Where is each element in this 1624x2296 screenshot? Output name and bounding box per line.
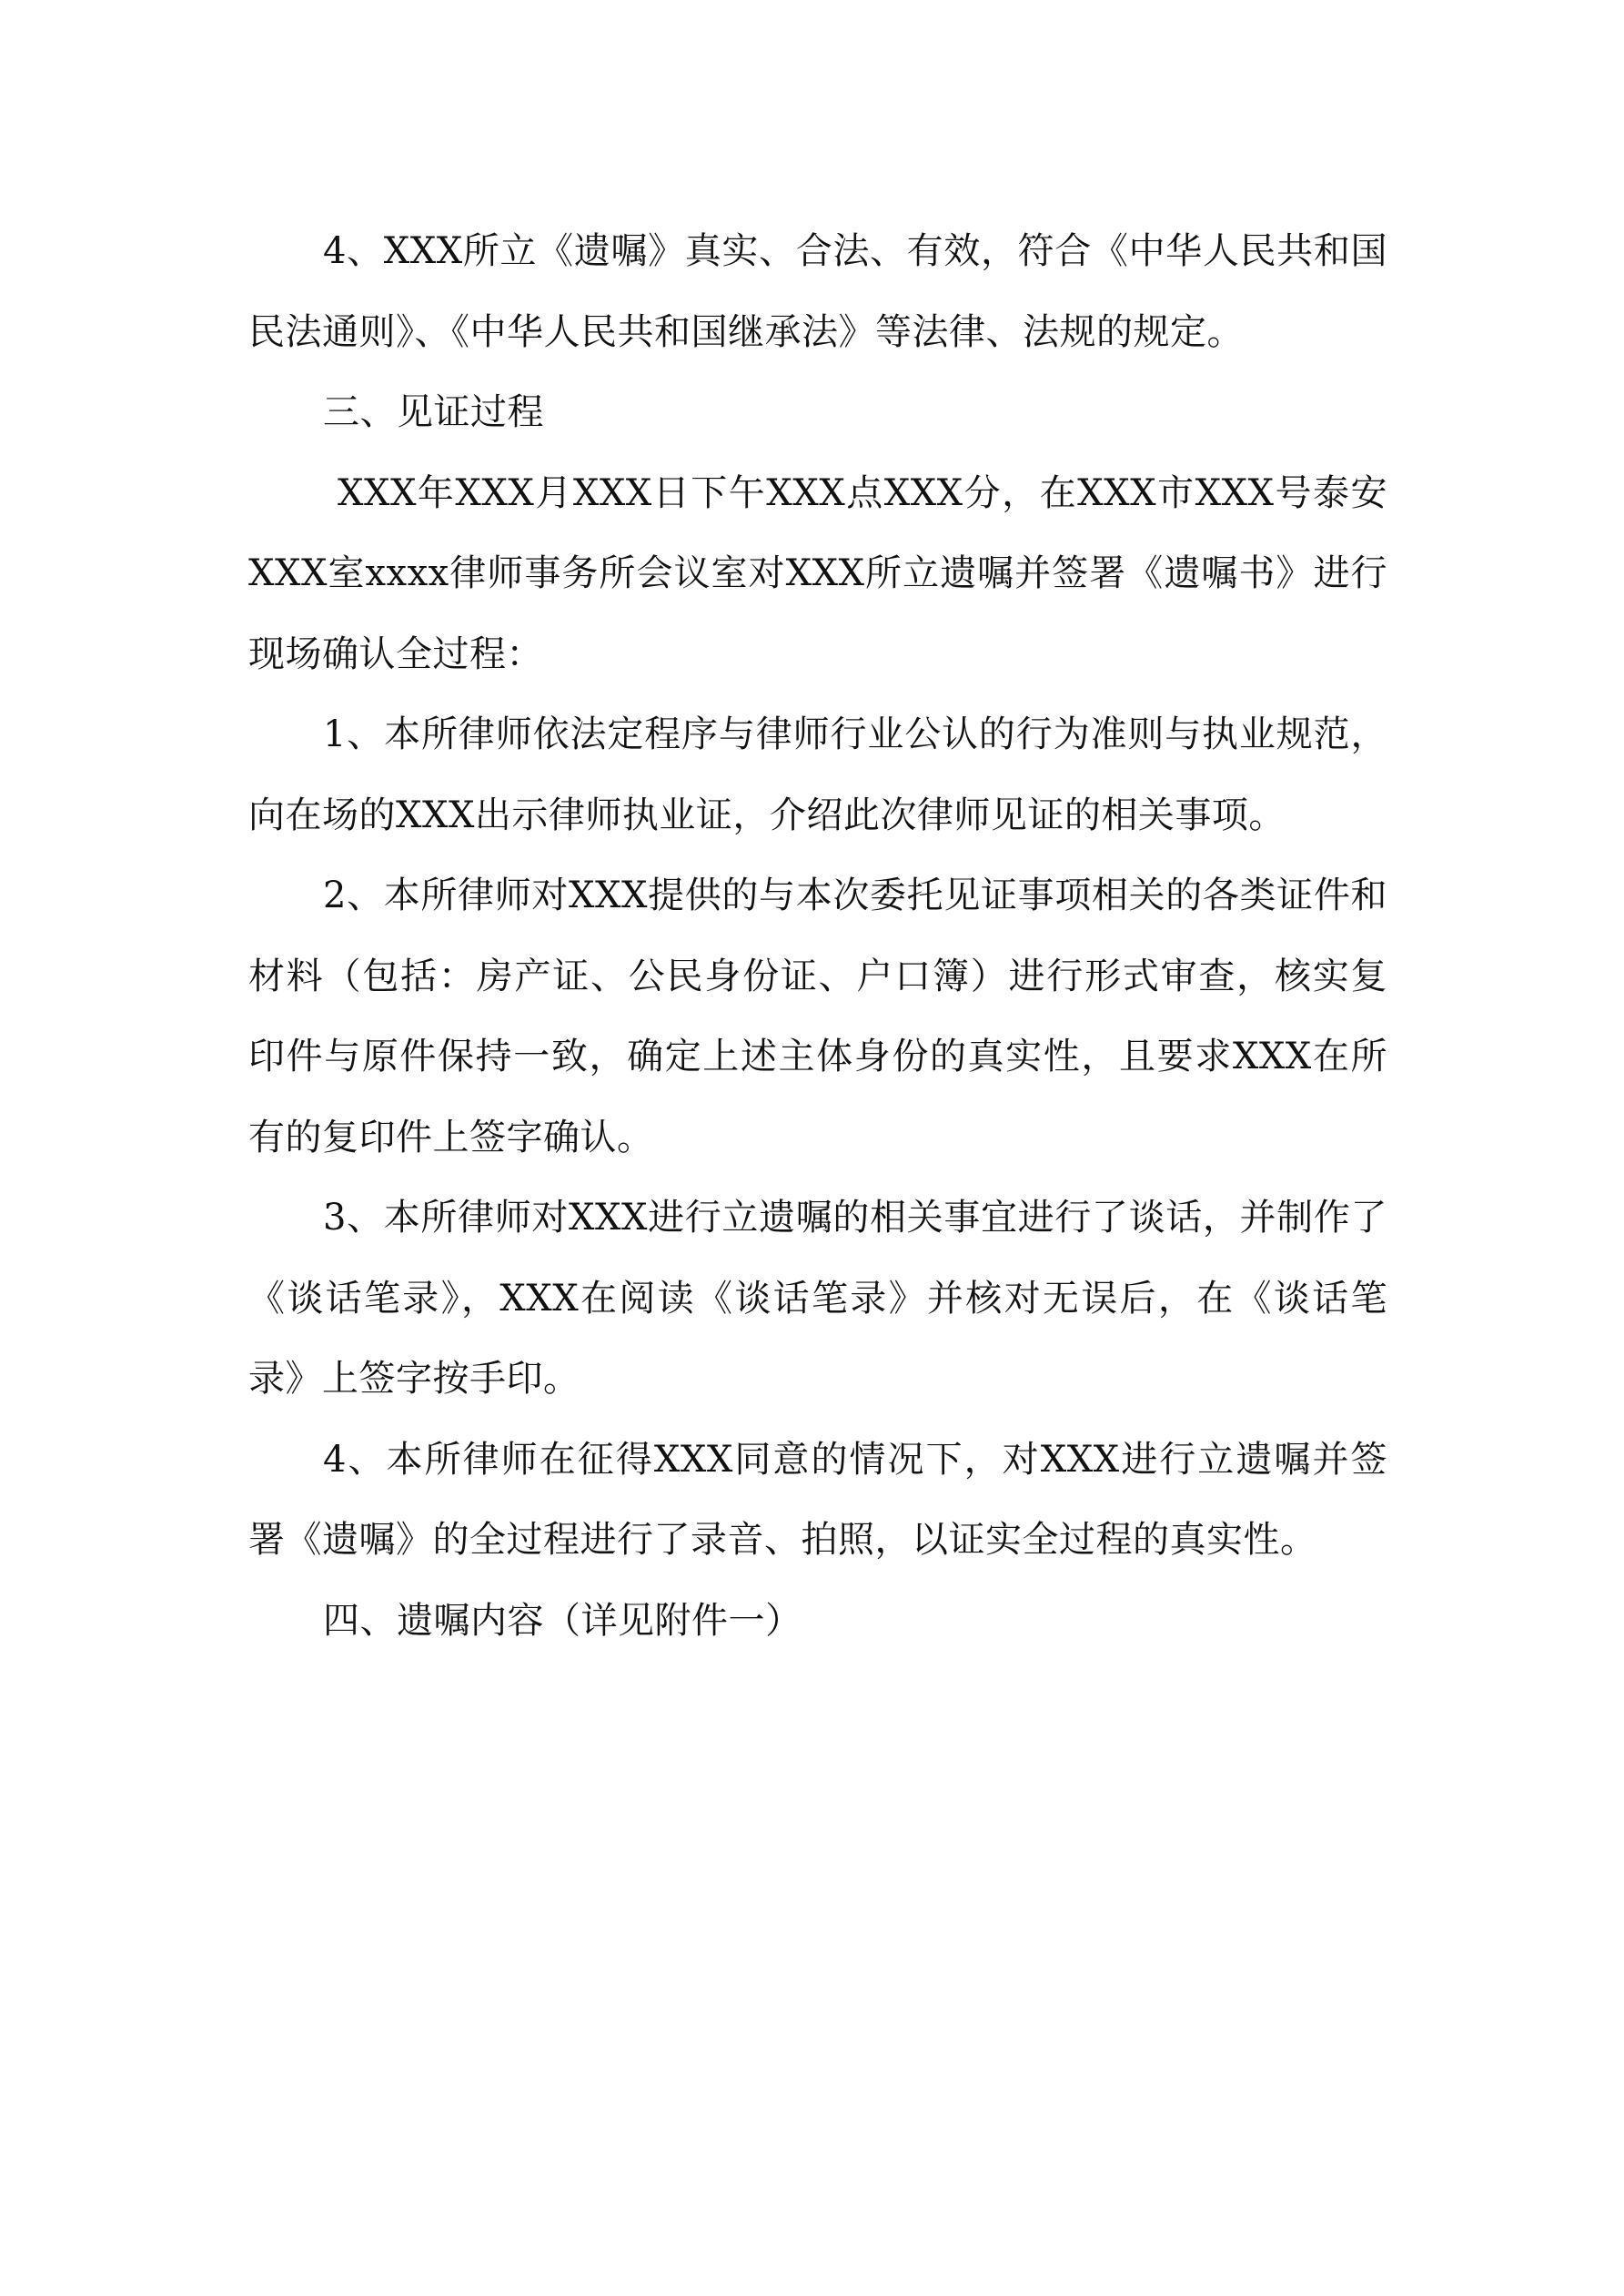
paragraph-step-2: 2、本所律师对XXX提供的与本次委托见证事项相关的各类证件和材料（包括：房产证、公民身份证、户口簿）进行形式审查，核实复印件与原件保持一致，确定上述主体身份的真实性，且要求XXX在所有的复印件上签字确认。 <box>248 875 1387 1158</box>
paragraph-witness-time-place: XXX年XXX月XXX日下午XXX点XXX分，在XXX市XXX号泰安XXX室xxxx律师事务所会议室对XXX所立遗嘱并签署《遗嘱书》进行现场确认全过程： <box>248 471 1387 675</box>
paragraph-step-3: 3、本所律师对XXX进行立遗嘱的相关事宜进行了谈话，并制作了《谈话笔录》，XXX在阅读《谈话笔录》并核对无误后，在《谈话笔录》上签字按手印。 <box>248 1197 1387 1400</box>
paragraph-validity: 4、XXX所立《遗嘱》真实、合法、有效，符合《中华人民共和国民法通则》、《中华人民共和国继承法》等法律、法规的规定。 <box>248 230 1387 353</box>
paragraph-step-1: 1、本所律师依法定程序与律师行业公认的行为准则与执业规范，向在场的XXX出示律师执业证，介绍此次律师见证的相关事项。 <box>248 713 1387 836</box>
section-heading-witness-process: 三、见证过程 <box>323 391 544 433</box>
document-body <box>248 211 1387 1661</box>
paragraph-step-4: 4、本所律师在征得XXX同意的情况下，对XXX进行立遗嘱并签署《遗嘱》的全过程进行了录音、拍照，以证实全过程的真实性。 <box>248 1438 1387 1561</box>
section-heading-will-content: 四、遗嘱内容（详见附件一） <box>323 1599 802 1642</box>
